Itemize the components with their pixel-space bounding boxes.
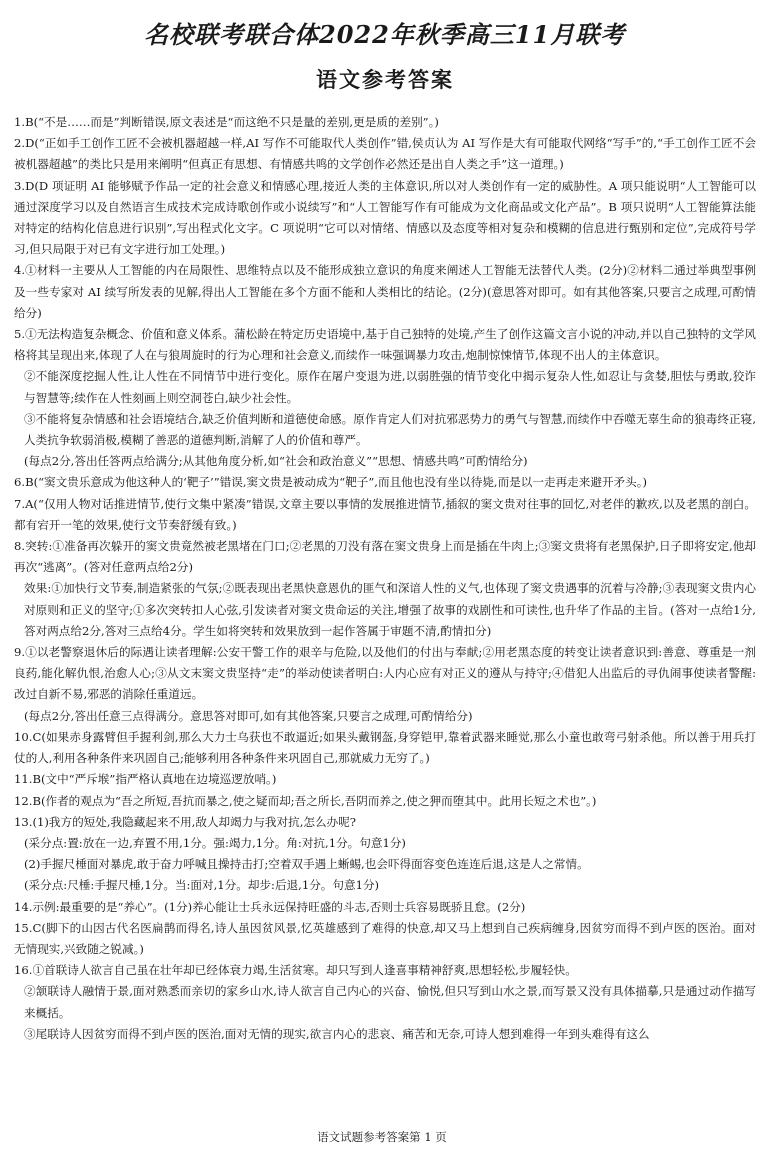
answer-text: D(D 项证明 AI 能够赋予作品一定的社会意义和情感心理,接近人类的主体意识,所以对人类创作有一定的威胁性。A 项只能说明“人工智能可以通过深度学习以及自然语言生成技术完成诗歌创作或小说续写”和“人工智能写作有可能成为文化商品或文化产品”。B 项只说明“人工智能算法能对特定的结构化信息进行识别”,写出程式化文字。C 项说明“它可以对情绪、情感以及态度等相对复杂和模糊的信息进行甄别和定位”,完成符号学习,但只局限于对已有文字进行加工处理。) <box>14 178 756 257</box>
answer-subline: ③不能将复杂情感和社会语境结合,缺乏价值判断和道德使命感。原作肯定人们对抗邪恶势力的勇气与智慧,而续作中吞噬无辜生命的狼毒终正寝,人类抗争软弱消极,模糊了善恶的道德判断,消解了人的价值和尊严。 <box>24 411 756 448</box>
answer-number: 1. <box>14 115 26 129</box>
answer-item <box>14 791 756 812</box>
answer-number: 14. <box>14 899 33 914</box>
answer-line <box>14 918 756 960</box>
answer-line <box>14 176 756 261</box>
answer-text: C(脚下的山因古代名医扁鹊而得名,诗人虽因贫风景,忆英雄感到了难得的快意,却又马上想到自己疾病缠身,因贫穷而得不到卢医的医治。面对无情现实,兴致随之锐减。) <box>14 920 756 956</box>
answer-line <box>14 642 756 706</box>
answer-list <box>14 112 756 1045</box>
answer-text: D(“正如手工创作工匠不会被机器超越一样,AI 写作不可能取代人类创作”错,侯贞认为 AI 写作是大有可能取代网络“写手”的,“手工创作工匠不会被机器超越”的类比只是用来阐明“但真正有思想、有情感共鸣的文学创作必然还是出自人类之手”这一道理。) <box>14 136 756 172</box>
answer-number: 5. <box>14 327 26 342</box>
answer-line <box>14 494 756 536</box>
answer-line <box>14 324 756 366</box>
answer-number: 12. <box>14 793 33 808</box>
answer-number: 9. <box>14 645 26 660</box>
answer-item <box>14 769 756 790</box>
answer-item <box>14 494 756 536</box>
answer-text: B(“窦文贵乐意成为他这种人的‘靶子’”错误,窦文贵是被动成为“靶子”,而且他也没有坐以待毙,而是以一走再走来避开矛头。) <box>25 475 648 490</box>
answer-number: 2. <box>14 136 26 151</box>
answer-item <box>14 260 756 324</box>
answer-item <box>14 324 756 472</box>
answer-text: 突转:①准备再次躲开的窦文贵竟然被老黑堵在门口;②老黑的刀没有落在窦文贵身上而是插在牛肉上;③窦文贵将有老黑保护,日子即将安定,他却再次“逃离”。(答对任意两点给2分) <box>14 539 756 575</box>
answer-line <box>14 112 756 133</box>
answer-subline: ②颔联诗人融情于景,面对熟悉而亲切的家乡山水,诗人欲言自己内心的兴奋、愉悦,但只写到山水之景,而写景又没有具体描摹,只是通过动作描写来概括。 <box>24 984 756 1020</box>
answer-line <box>14 133 756 175</box>
page-footer: 语文试题参考答案第 1 页 <box>317 1130 447 1144</box>
answer-item <box>14 960 756 1045</box>
answer-item <box>14 897 756 918</box>
answer-item <box>14 112 756 133</box>
answer-item <box>14 727 756 769</box>
answer-subline: (每点2分,答出任答两点给满分;从其他角度分析,如“社会和政治意义”“思想、情感共鸣”可酌情给分) <box>24 454 528 469</box>
answer-subline: ③尾联诗人因贫穷而得不到卢医的医治,面对无情的现实,欲言内心的悲哀、痛苦和无奈,可诗人想到难得一年到头难得有这么 <box>24 1026 650 1041</box>
answer-line <box>14 812 756 833</box>
answer-number: 15. <box>14 920 33 935</box>
answer-text: ①以老警察退休后的际遇让读者理解:公安干警工作的艰辛与危险,以及他们的付出与奉献;②用老黑态度的转变让读者意识到:善意、尊重是一剂良药,能化解仇恨,治愈人心;③从文末窦文贵坚持“走”的举动使读者明白:人内心应有对正义的遵从与持守;④借犯人出监后的寻仇闹事使读者警醒:改过自新不易,邪恶的消除任重道远。 <box>14 645 756 702</box>
answer-subline: (采分点:置:放在一边,弃置不用,1分。强:竭力,1分。角:对抗,1分。句意1分) <box>24 835 406 850</box>
answer-line <box>14 260 756 324</box>
answer-item <box>14 642 756 727</box>
answer-text: ①无法构造复杂概念、价值和意义体系。蒲松龄在特定历史语境中,基于自己独特的处境,产生了创作这篇文言小说的冲动,并以自己独特的文学风格将其呈现出来,体现了人在与狼周旋时的行为心理和社会意义,而续作一味强调暴力攻击,炮制惊悚情节,体现不出人的主体意识。 <box>14 327 756 363</box>
answer-item <box>14 133 756 175</box>
answer-text: ①材料一主要从人工智能的内在局限性、思维特点以及不能形成独立意识的角度来阐述人工智能无法替代人类。(2分)②材料二通过举典型事例及一些专家对 AI 续写所发表的见解,得出人工智能在多个方面不能和人类相比的结论。(2分)(意思答对即可。如有其他答案,只要言之成理,可酌情给分) <box>14 263 756 320</box>
answer-number: 3. <box>14 178 26 193</box>
document-title: 语文参考答案 <box>316 67 454 92</box>
answer-number: 4. <box>14 263 26 278</box>
answer-item <box>14 812 756 897</box>
header <box>14 18 756 94</box>
answer-subline: 效果:①加快行文节奏,制造紧张的气氛;②既表现出老黑快意恩仇的匪气和深谙人性的义气,也体现了窦文贵遇事的沉着与冷静;③表现窦文贵内心对原则和正义的坚守;①多次突转扣人心弦,引发读者对窦文贵命运的关注,增强了故事的戏剧性和可读性,也升华了作品的主旨。(答对一点给1分,答对两点给2分,答对三点给4分。学生如将突转和效果放到一起作答属于审题不清,酌情扣分) <box>24 581 756 638</box>
answer-subline: (2)手握尺棰面对暴虎,敢于奋力呼喊且操持击打;空着双手遇上蜥蜴,也会吓得面容变色连连后退,这是人之常情。 <box>24 857 589 872</box>
answer-line <box>14 727 756 769</box>
answer-line <box>14 897 756 918</box>
answer-number: 10. <box>14 729 33 744</box>
answer-line <box>14 536 756 578</box>
answer-line <box>14 769 756 790</box>
answer-number: 8. <box>14 539 26 554</box>
answer-text: B(文中“严斥堠”指严格认真地在边境巡逻放哨。) <box>32 772 277 787</box>
answer-number: 16. <box>14 963 33 978</box>
answer-item <box>14 918 756 960</box>
answer-subline: (每点2分,答出任意三点得满分。意思答对即可,如有其他答案,只要言之成理,可酌情给分) <box>24 708 473 723</box>
answer-text: B(“不是……而是”判断错误,原文表述是“而这绝不只是量的差别,更是质的差别”。) <box>25 115 439 129</box>
answer-text: A(“仅用人物对话推进情节,使行文集中紧凑”错误,文章主要以事情的发展推进情节,插叙的窦文贵对往事的回忆,对老伴的歉疚,以及老黑的剖白。都有宕开一笔的效果,使行文节奏舒缓有致。) <box>14 496 756 532</box>
exam-title: 名校联考联合体2022年秋季高三11月联考 <box>144 20 626 49</box>
answer-text: 示例:最重要的是“养心”。(1分)养心能让士兵永远保持旺盛的斗志,否则士兵容易既骄且怠。(2分) <box>32 899 526 914</box>
answer-item <box>14 176 756 261</box>
answer-item <box>14 472 756 493</box>
answer-line <box>14 960 756 981</box>
answer-subline: ②不能深度挖掘人性,让人性在不同情节中进行变化。原作在屠户变退为进,以弱胜强的情节变化中揭示复杂人性,如忍让与贪婪,胆怯与勇敢,狡诈与智慧等;续作在人性刻画上则空洞苍白,缺少社会性。 <box>24 369 756 405</box>
answer-text: C(如果赤身露臂但手握利剑,那么大力士乌获也不敢逼近;如果头戴钢盔,身穿铠甲,靠着武器来睡觉,那么小童也敢弯弓射杀他。所以善于用兵打仗的人,利用各种条件来巩固自己;能够利用各种条件来巩固自己,那就威力无穷了。) <box>14 729 756 766</box>
answer-line <box>14 791 756 812</box>
answer-text: (1)我方的短处,我隐藏起来不用,敌人却竭力与我对抗,怎么办呢? <box>32 814 356 829</box>
answer-number: 6. <box>14 475 26 490</box>
answer-item <box>14 536 756 642</box>
answer-number: 7. <box>14 496 26 511</box>
answer-number: 13. <box>14 814 33 829</box>
answer-text: ①首联诗人欲言自己虽在壮年却已经体衰力竭,生活贫寒。却只写到人逢喜事精神舒爽,思想轻松,步履轻快。 <box>32 963 577 978</box>
answer-line <box>14 472 756 493</box>
answer-subline: (采分点:尺棰:手握尺棰,1分。当:面对,1分。却步:后退,1分。句意1分) <box>24 878 380 893</box>
answer-text: B(作者的观点为“吾之所短,吾抗而暴之,使之疑而却;吾之所长,吾阴而养之,使之狎而堕其中。此用长短之术也”。) <box>32 793 597 808</box>
answer-number: 11. <box>14 772 33 787</box>
